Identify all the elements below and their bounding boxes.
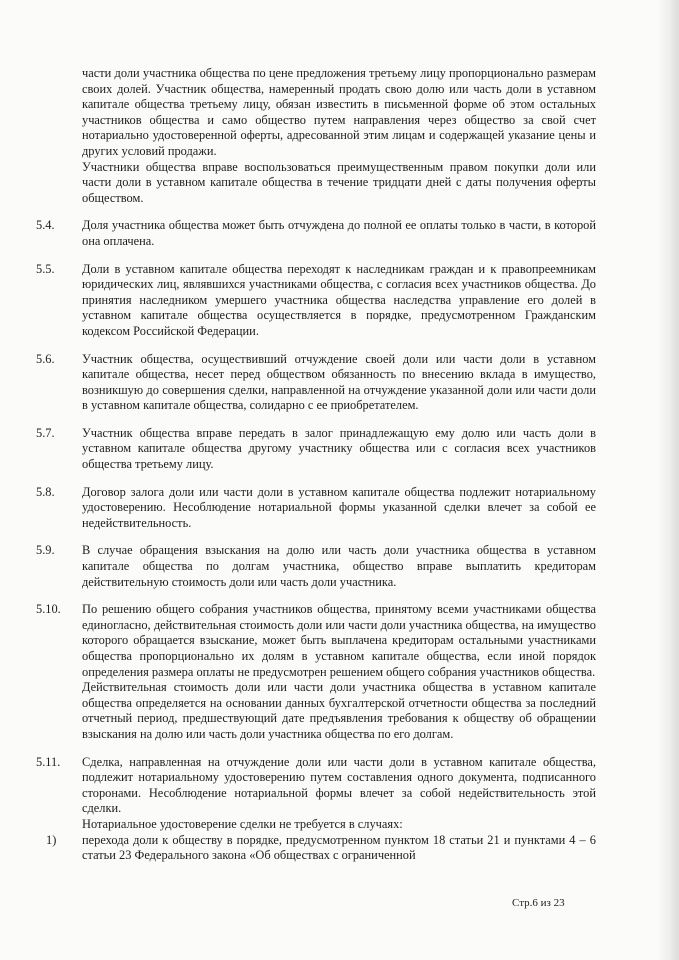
clause-5-5 — [36, 262, 596, 340]
clause-text: В случае обращения взыскания на долю или часть доли участника общества в уставном капитале общества по долгам участника, общество вправе выплатить кредиторам действительную стоимость доли или часть доли участника. — [82, 543, 596, 589]
clause-number: 5.4. — [36, 218, 55, 233]
clause-text: Сделка, направленная на отчуждение доли или части доли в уставном капитале общества, подлежит нотариальному удостоверению путем составления одного документа, подписанного сторонами. Несоблюдение нотариальной формы влечет за собой недействительность этой сделки. — [82, 754, 596, 816]
clause-text: Договор залога доли или части доли в уставном капитале общества подлежит нотариальному удостоверению. Несоблюдение нотариальной формы указанной сделки влечет за собой ее недействительность. — [82, 484, 596, 530]
clause-number: 5.7. — [36, 425, 55, 440]
clause-5-10 — [36, 602, 596, 742]
clause-number: 5.5. — [36, 261, 55, 276]
clause-text: Участник общества вправе передать в залог принадлежащую ему долю или часть доли в уставном капитале общества другому участнику общества или с согласия всех участников общества третьему лицу. — [82, 425, 596, 472]
clause-text: Доли в уставном капитале общества переходят к наследникам граждан и к правопреемникам юридических лиц, являвшихся участниками общества, с согласия всех участников общества. До принятия наследником умершего участника общества наследства управление его долей в уставном капитале общества осуществляется в порядке, предусмотренном Гражданским кодексом Российской Федерации. — [82, 261, 596, 338]
clause-number: 5.9. — [36, 543, 55, 558]
sub-item-1 — [46, 833, 596, 864]
intro-paragraph-1: части доли участника общества по цене предложения третьему лицу пропорционально размерам своих долей. Участник общества, намеренный продать свою долю или часть доли в уставном капитале общества третьему лицу, обязан известить в письменной форме об этом остальных участников общества и само общество путем направления через общество за свой счет нотариально удостоверенной оферты, адресованной этим лицам и содержащей указание цены и других условий продажи. — [82, 66, 596, 158]
clause-5-9 — [36, 543, 596, 590]
document-body — [36, 66, 596, 864]
clause-number: 5.10. — [36, 602, 61, 617]
clause-number: 5.6. — [36, 351, 55, 366]
clause-number: 5.11. — [36, 754, 61, 769]
clause-5-4 — [36, 218, 596, 249]
clause-text: По решению общего собрания участников общества, принятому всеми участниками общества единогласно, действительная стоимость доли или части доли участника общества, на имущество которого обращается взыскание, может быть выплачена кредиторам остальными участниками общества пропорционально их долям в уставном капитале общества, если иной порядок определения размера оплаты не предусмотрен решением общего собрания участников общества. — [82, 602, 596, 679]
clause-text: Участник общества, осуществивший отчуждение своей доли или части доли в уставном капитале общества, несет перед обществом обязанность по внесению вклада в имущество, возникшую до совершения сделки, направленной на отчуждение указанной доли или части доли в уставном капитале общества, солидарно с ее приобретателем. — [82, 351, 596, 413]
clause-number: 5.8. — [36, 484, 55, 499]
page-edge-shadow — [657, 0, 679, 960]
clause-5-8 — [36, 485, 596, 532]
clause-5-6 — [36, 352, 596, 414]
clause-text: Доля участника общества может быть отчуждена до полной ее оплаты только в части, в которой она оплачена. — [82, 218, 596, 248]
clause-text-continued: Действительная стоимость доли или части доли участника общества в уставном капитале общества определяется на основании данных бухгалтерской отчетности общества за последний отчетный период, предшествующий дате предъявления требования к обществу об обращении взыскания на долю или часть доли участника общества по его долгам. — [82, 680, 596, 741]
clause-5-11 — [36, 755, 596, 833]
sub-item-number: 1) — [46, 832, 57, 847]
page-number: Стр.6 из 23 — [512, 897, 565, 909]
intro-paragraph-2: Участники общества вправе воспользоваться преимущественным правом покупки доли или части доли в уставном капитале общества в течение тридцати дней с даты получения оферты обществом. — [82, 159, 596, 205]
sub-item-text: перехода доли к обществу в порядке, предусмотренном пунктом 18 статьи 21 и пунктами 4 – 6 статьи 23 Федерального закона «Об обществах с ограниченной — [82, 832, 596, 863]
clause-text-continued: Нотариальное удостоверение сделки не требуется в случаях: — [82, 816, 403, 831]
clause-5-7 — [36, 426, 596, 473]
